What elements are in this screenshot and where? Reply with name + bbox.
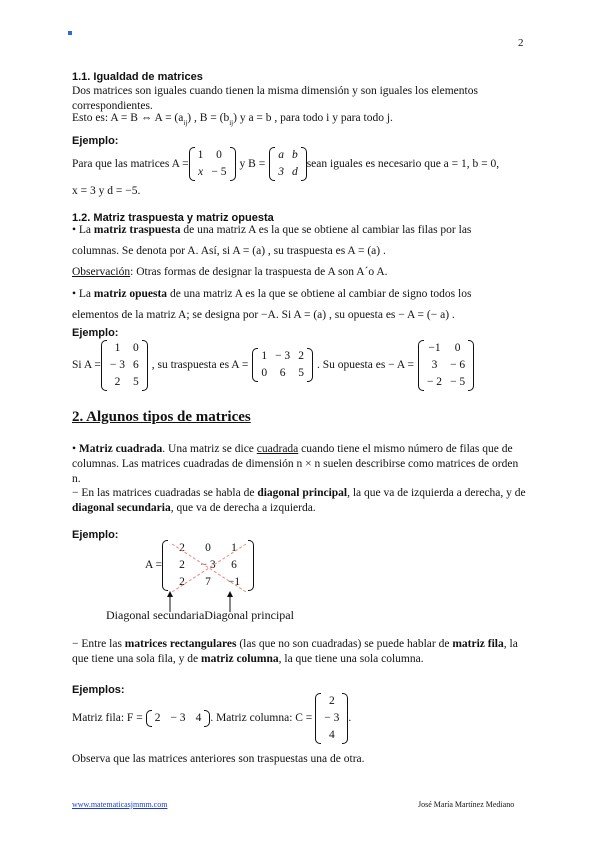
opuesta-line2: elementos de la matriz A; se designa por −A. Si A = (a) , su opuesta es − A = (− a) . <box>72 309 455 321</box>
matrix-columna: 2 − 3 4 <box>315 693 348 744</box>
matrix-A-3x2: 1 0 − 3 6 2 5 <box>101 340 148 391</box>
matrix-A-example: 1 0 x − 5 <box>189 147 236 181</box>
label-diagonal-principal: Diagonal principal <box>204 608 294 622</box>
cuadrada-paragraph: • Matriz cuadrada. Una matriz se dice cuadrada cuando tiene el mismo número de filas que de columnas. Las matrices cuadradas de dimensión n × n suelen describirse como matrices de orden n. <box>72 443 519 485</box>
matrix-B-example: a b 3 d <box>269 147 307 181</box>
final-remark: Observa que las matrices anteriores son traspuestas una de otra. <box>72 753 365 765</box>
traspuesta-example: Si A = 1 0 − 3 6 2 5 , su traspuesta es A = 1 − 3 2 0 6 5 . Su opuesta es − A = −1 0 3 − 6 − 2 − 5 <box>72 338 474 392</box>
ejemplo-label-2: Ejemplo: <box>72 327 119 339</box>
igualdad-definition: Dos matrices son iguales cuando tienen la misma dimensión y son iguales los elementos correspondientes. <box>72 85 478 112</box>
square-matrix-example: A = 2 0 1 2 − 3 6 2 7 −1 <box>145 536 254 594</box>
section-title-igualdad: 1.1. Igualdad de matrices <box>72 71 203 83</box>
header-marker <box>68 31 72 35</box>
opuesta-bullet: • La matriz opuesta de una matriz A es la que se obtiene al cambiar de signo todos los <box>72 288 472 300</box>
observacion: Observación: Otras formas de designar la traspuesta de A son A´o A. <box>72 266 388 278</box>
diagonal-lines <box>170 542 248 594</box>
traspuesta-bullet: • La matriz traspuesta de una matriz A es la que se obtiene al cambiar las filas por las <box>72 224 472 236</box>
igualdad-formal: Esto es: A = B ⇔ $A = (a_{ij})$ , $B = (b_{ij})$ y a = b , para todo i y para todo j. <box>72 112 393 127</box>
traspuesta-line2: columnas. Se denota por A. Así, si A = (a) , su traspuesta es A = (a) . <box>72 245 386 257</box>
fila-columna-example: Matriz fila: F = 2 − 3 4 . Matriz columna: C = 2 − 3 4 . <box>72 690 351 746</box>
section-title-traspuesta: 1.2. Matriz traspuesta y matriz opuesta <box>72 212 274 224</box>
matrix-A-transposed: 1 − 3 2 0 6 5 <box>252 348 313 382</box>
matrix-A-opposite: −1 0 3 − 6 − 2 − 5 <box>418 340 474 391</box>
ejemplo-label-3: Ejemplo: <box>72 529 119 541</box>
matrix-fila: 2 − 3 4 <box>146 710 211 727</box>
footer-website-link[interactable]: www.matematicasjmmm.com <box>72 800 168 809</box>
section-title-tipos: 2. Algunos tipos de matrices <box>72 409 251 425</box>
ejemplos-label: Ejemplos: <box>72 684 125 696</box>
diagonal-labels <box>106 608 294 623</box>
rectangulares-paragraph: − Entre las matrices rectangulares (las que no son cuadradas) se puede hablar de matriz fila, la que tiene una sola fila, y de matriz columna, la que tiene una sola columna. <box>72 638 518 665</box>
page-number: 2 <box>518 37 524 49</box>
ejemplo-label-1: Ejemplo: <box>72 135 119 147</box>
matrix-square-3x3: 2 0 1 2 − 3 6 2 7 −1 <box>162 540 254 591</box>
igualdad-example: Para que las matrices A = 1 0 x − 5 y B = a b 3 d sean iguales es necesario que a = 1, b = 0, <box>72 146 499 182</box>
label-diagonal-secundaria: Diagonal secundaria <box>106 608 205 622</box>
igualdad-example-line2: x = 3 y d = −5. <box>72 185 141 197</box>
diagonales-paragraph: − En las matrices cuadradas se habla de diagonal principal, la que va de izquierda a derecha, y de diagonal secundaria, que va de derecha a izquierda. <box>72 487 526 514</box>
footer-author: José María Martínez Mediano <box>418 800 515 809</box>
